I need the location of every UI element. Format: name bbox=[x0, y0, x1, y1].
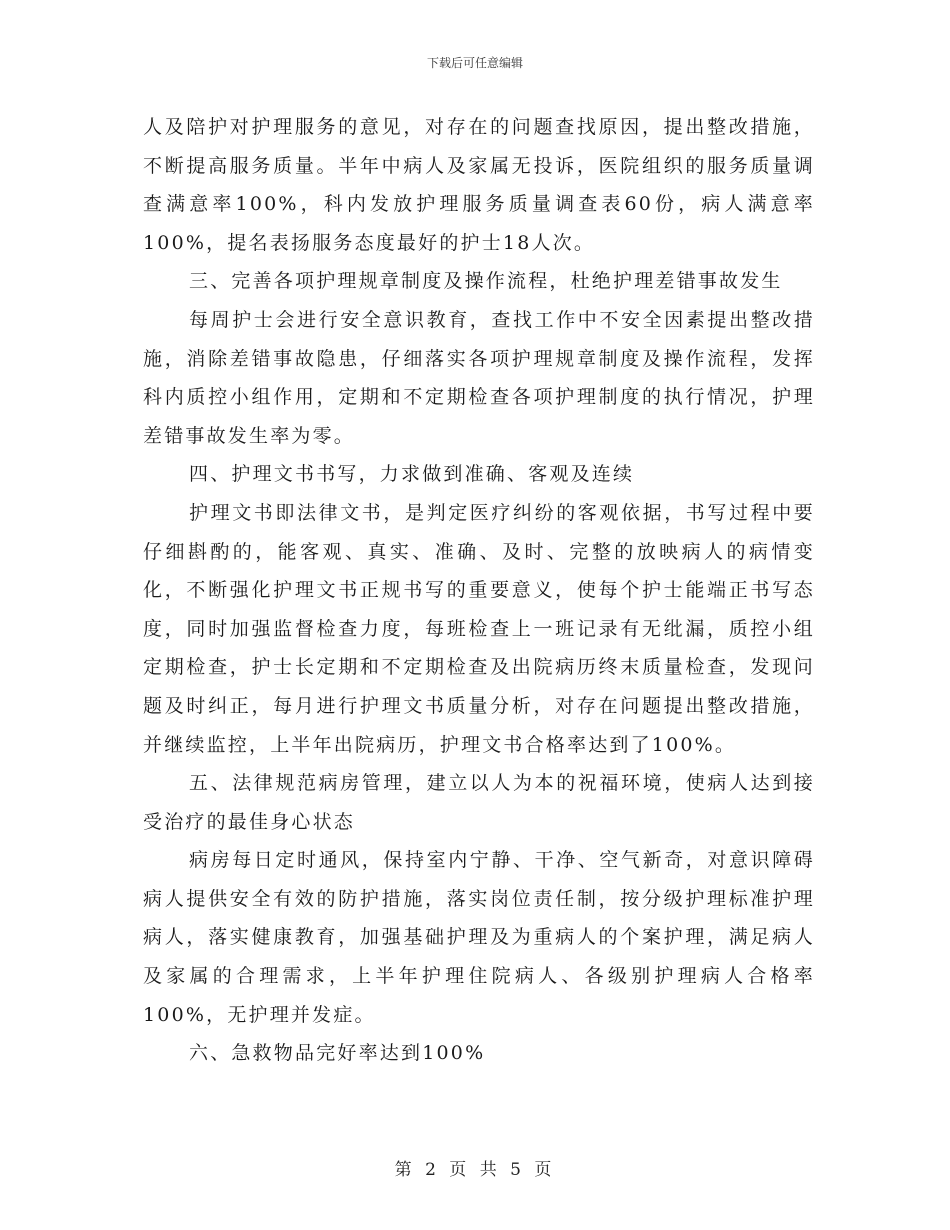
section-heading-ward-management: 五、法律规范病房管理，建立以人为本的祝福环境，使病人达到接受治疗的最佳身心状态 bbox=[143, 772, 815, 833]
section-heading-rules: 三、完善各项护理规章制度及操作流程，杜绝护理差错事故发生 bbox=[189, 270, 783, 293]
document-body bbox=[143, 108, 815, 1073]
paragraph-safety-education: 每周护士会进行安全意识教育，查找工作中不安全因素提出整改措施，消除差错事故隐患，仔细落实各项护理规章制度及操作流程，发挥科内质控小组作用，定期和不定期检查各项护理制度的执行情况，护理差错事故发生率为零。 bbox=[143, 308, 815, 447]
paragraph-nursing-documents: 护理文书即法律文书，是判定医疗纠纷的客观依据，书写过程中要仔细斟酌的，能客观、真实、准确、及时、完整的放映病人的病情变化，不断强化护理文书正规书写的重要意义，使每个护士能端正书写态度，同时加强监督检查力度，每班检查上一班记录有无纰漏，质控小组定期检查，护士长定期和不定期检查及出院病历终末质量检查，发现问题及时纠正，每月进行护理文书质量分析，对存在问题提出整改措施，并继续监控，上半年出院病历，护理文书合格率达到了100%。 bbox=[143, 501, 815, 756]
page-footer: 第 2 页 共 5 页 bbox=[394, 1160, 556, 1180]
page-header: 下载后可任意编辑 bbox=[426, 56, 523, 70]
section-heading-emergency-supplies: 六、急救物品完好率达到100% bbox=[189, 1042, 486, 1065]
paragraph-ward-management: 病房每日定时通风，保持室内宁静、干净、空气新奇，对意识障碍病人提供安全有效的防护措施，落实岗位责任制，按分级护理标准护理病人，落实健康教育，加强基础护理及为重病人的个案护理，满足病人及家属的合理需求，上半年护理住院病人、各级别护理病人合格率100%，无护理并发症。 bbox=[143, 849, 815, 1026]
paragraph-service-feedback: 人及陪护对护理服务的意见，对存在的问题查找原因，提出整改措施，不断提高服务质量。半年中病人及家属无投诉，医院组织的服务质量调查满意率100%，科内发放护理服务质量调查表60份，病人满意率100%，提名表扬服务态度最好的护士18人次。 bbox=[143, 116, 815, 254]
section-heading-documents: 四、护理文书书写，力求做到准确、客观及连续 bbox=[189, 463, 635, 486]
